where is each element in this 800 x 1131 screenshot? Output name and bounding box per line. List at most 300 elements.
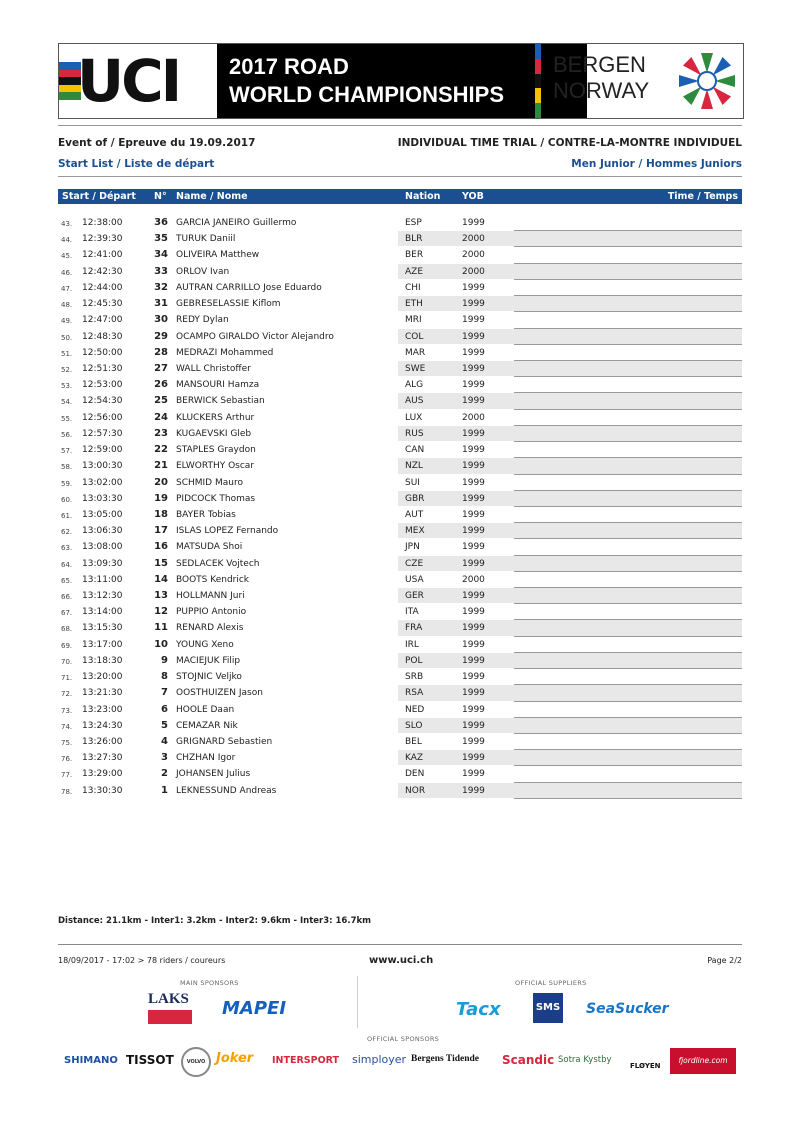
list-title: Start List / Liste de départ <box>58 158 215 170</box>
table-row <box>58 247 742 263</box>
rider-number: 22 <box>154 444 168 456</box>
start-time: 12:45:30 <box>82 299 123 310</box>
rider-name: CHZHAN Igor <box>176 753 236 764</box>
table-row <box>58 361 742 377</box>
rider-number: 16 <box>154 541 168 553</box>
rider-name: AUTRAN CARRILLO Jose Eduardo <box>176 282 322 293</box>
start-time: 12:53:00 <box>82 380 123 391</box>
table-row <box>58 702 742 718</box>
rider-yob: 1999 <box>462 445 485 456</box>
row-index: 58. <box>61 463 73 472</box>
rider-name: CEMAZAR Nik <box>176 720 238 731</box>
rider-name: HOOLE Daan <box>176 704 235 715</box>
rider-yob: 1999 <box>462 753 485 764</box>
print-info: 18/09/2017 - 17:02 > 78 riders / coureurs <box>58 956 226 965</box>
rainbow-stripes-vertical <box>535 44 541 118</box>
table-row <box>58 766 742 782</box>
rider-name: MATSUDA Shoi <box>176 542 243 553</box>
time-entry-cell <box>514 296 742 312</box>
rider-number: 3 <box>161 752 168 764</box>
row-index: 48. <box>61 301 73 310</box>
host-city <box>553 52 649 104</box>
start-time: 12:41:00 <box>82 250 123 261</box>
rider-nation: FRA <box>405 623 423 634</box>
rider-name: ORLOV Ivan <box>176 266 230 277</box>
rider-name: BAYER Tobias <box>176 509 236 520</box>
rider-yob: 2000 <box>462 250 485 261</box>
time-entry-cell <box>514 588 742 604</box>
rider-number: 24 <box>154 411 168 423</box>
main-sponsors-label: MAIN SPONSORS <box>180 979 239 987</box>
country-name: NORWAY <box>553 78 650 103</box>
rider-name: OLIVEIRA Matthew <box>176 250 260 261</box>
table-header <box>58 189 742 204</box>
rider-yob: 2000 <box>462 574 485 585</box>
rider-name: WALL Christoffer <box>176 363 251 374</box>
rider-nation: NZL <box>405 461 423 472</box>
rider-number: 18 <box>154 508 168 520</box>
rider-name: LEKNESSUND Andreas <box>176 785 277 796</box>
rider-yob: 1999 <box>462 493 485 504</box>
bergen-rose-logo-icon <box>675 48 739 114</box>
website-link[interactable]: www.uci.ch <box>369 955 434 966</box>
rider-number: 34 <box>154 249 168 261</box>
time-entry-cell <box>514 393 742 409</box>
rider-number: 29 <box>154 330 168 342</box>
rider-number: 32 <box>154 281 168 293</box>
rider-number: 35 <box>154 233 168 245</box>
rider-nation: BER <box>405 250 424 261</box>
rider-yob: 1999 <box>462 428 485 439</box>
row-index: 43. <box>61 220 73 228</box>
start-time: 13:30:30 <box>82 785 123 796</box>
table-row <box>58 637 742 653</box>
rider-nation: SWE <box>405 363 426 374</box>
row-index: 63. <box>61 544 73 553</box>
rider-name: OCAMPO GIRALDO Victor Alejandro <box>176 331 334 342</box>
rider-yob: 1999 <box>462 785 485 796</box>
sponsor-joker: Joker <box>216 1051 254 1066</box>
start-time: 12:48:30 <box>82 331 123 342</box>
rider-yob: 1999 <box>462 363 485 374</box>
start-time: 12:54:30 <box>82 396 123 407</box>
row-index: 66. <box>61 593 73 602</box>
rider-yob: 2000 <box>462 234 485 245</box>
start-time: 13:12:30 <box>82 591 123 602</box>
table-row <box>58 312 742 328</box>
rider-yob: 1999 <box>462 591 485 602</box>
rider-nation: RUS <box>405 428 424 439</box>
rider-yob: 1999 <box>462 623 485 634</box>
row-index: 69. <box>61 641 73 650</box>
championship-title <box>217 44 587 118</box>
table-row <box>58 491 742 507</box>
footer-divider <box>58 944 742 945</box>
start-time: 13:06:30 <box>82 526 123 537</box>
table-row <box>58 426 742 442</box>
sponsor-floyen: FLØYEN <box>630 1062 661 1070</box>
rider-nation: BEL <box>405 737 422 747</box>
rider-name: GARCIA JANEIRO Guillermo <box>176 218 297 228</box>
row-index: 71. <box>61 674 73 683</box>
rider-name: REDY Dylan <box>176 315 229 326</box>
table-row <box>58 329 742 345</box>
table-row <box>58 604 742 620</box>
city-name: BERGEN <box>553 52 646 77</box>
rider-nation: NOR <box>405 785 426 796</box>
rider-yob: 1999 <box>462 607 485 618</box>
row-index: 74. <box>61 722 73 731</box>
start-time: 13:15:30 <box>82 623 123 634</box>
rider-number: 20 <box>154 476 168 488</box>
row-index: 72. <box>61 690 73 699</box>
header-banner <box>58 43 744 119</box>
sponsor-fjordline: fjordline.com <box>670 1048 736 1074</box>
start-time: 13:11:00 <box>82 574 123 585</box>
rider-name: OOSTHUIZEN Jason <box>176 688 263 699</box>
start-time: 13:05:00 <box>82 509 123 520</box>
row-index: 46. <box>61 268 73 277</box>
rider-nation: MRI <box>405 315 422 326</box>
rider-yob: 1999 <box>462 461 485 472</box>
row-index: 77. <box>61 771 73 780</box>
start-time: 12:47:00 <box>82 315 123 326</box>
rider-yob: 1999 <box>462 396 485 407</box>
time-entry-cell <box>514 718 742 734</box>
page-number: Page 2/2 <box>707 956 742 965</box>
row-index: 59. <box>61 479 73 488</box>
start-time: 13:26:00 <box>82 737 123 747</box>
rider-number: 33 <box>154 265 168 277</box>
row-index: 62. <box>61 528 73 537</box>
rider-name: PIDCOCK Thomas <box>176 493 256 504</box>
rider-nation: DEN <box>405 769 425 780</box>
rider-number: 10 <box>154 638 168 650</box>
rider-nation: GBR <box>405 493 425 504</box>
rider-nation: COL <box>405 331 424 342</box>
row-index: 78. <box>61 787 73 796</box>
rider-nation: ITA <box>405 607 419 618</box>
time-entry-cell <box>514 377 742 393</box>
rider-yob: 1999 <box>462 218 485 228</box>
event-date: Event of / Epreuve du 19.09.2017 <box>58 137 256 149</box>
start-time: 13:20:00 <box>82 672 123 683</box>
rider-name: ISLAS LOPEZ Fernando <box>176 526 279 537</box>
table-row <box>58 734 742 750</box>
table-row <box>58 280 742 296</box>
rider-number: 23 <box>154 427 168 439</box>
table-row <box>58 718 742 734</box>
rider-name: BERWICK Sebastian <box>176 396 265 407</box>
sponsor-tacx: Tacx <box>456 999 501 1020</box>
start-time: 13:21:30 <box>82 688 123 699</box>
rider-yob: 1999 <box>462 672 485 683</box>
rider-nation: CAN <box>405 445 425 456</box>
time-entry-cell <box>514 653 742 669</box>
col-name: Name / Nome <box>176 191 248 202</box>
rider-nation: KAZ <box>405 753 424 764</box>
rider-name: KUGAEVSKI Gleb <box>176 428 252 439</box>
table-row <box>58 475 742 491</box>
table-row <box>58 572 742 588</box>
rider-nation: AUT <box>405 509 424 520</box>
time-entry-cell <box>514 280 742 296</box>
start-list-table <box>58 215 742 799</box>
time-entry-cell <box>514 345 742 361</box>
rider-nation: BLR <box>405 234 423 245</box>
distance-info: Distance: 21.1km - Inter1: 3.2km - Inter2: 9.6km - Inter3: 16.7km <box>58 916 371 926</box>
time-entry-cell <box>514 442 742 458</box>
time-entry-cell <box>514 491 742 507</box>
rider-yob: 2000 <box>462 266 485 277</box>
row-index: 51. <box>61 349 73 358</box>
time-entry-cell <box>514 702 742 718</box>
sponsor-volvo: VOLVO <box>181 1047 211 1077</box>
rider-yob: 1999 <box>462 282 485 293</box>
table-row <box>58 458 742 474</box>
row-index: 73. <box>61 706 73 715</box>
col-yob: YOB <box>462 191 484 202</box>
row-index: 70. <box>61 657 73 666</box>
row-index: 65. <box>61 576 73 585</box>
time-entry-cell <box>514 247 742 263</box>
rider-number: 28 <box>154 346 168 358</box>
rider-nation: AUS <box>405 396 424 407</box>
start-time: 13:02:00 <box>82 477 123 488</box>
sponsor-tissot: TISSOT <box>126 1053 174 1067</box>
start-time: 12:42:30 <box>82 266 123 277</box>
rider-number: 8 <box>161 671 168 683</box>
table-row <box>58 377 742 393</box>
sponsor-mapei: MAPEI <box>222 998 287 1019</box>
start-time: 13:27:30 <box>82 753 123 764</box>
time-entry-cell <box>514 685 742 701</box>
time-entry-cell <box>514 312 742 328</box>
sponsor-sms: SMS <box>533 993 563 1023</box>
rider-nation: RSA <box>405 688 424 699</box>
rider-number: 6 <box>161 703 168 715</box>
start-time: 13:29:00 <box>82 769 123 780</box>
rider-nation: ETH <box>405 299 423 310</box>
rider-nation: ESP <box>405 218 422 228</box>
row-index: 52. <box>61 365 73 374</box>
start-time: 13:17:00 <box>82 639 123 650</box>
row-index: 53. <box>61 382 73 391</box>
table-row <box>58 442 742 458</box>
row-index: 45. <box>61 252 73 261</box>
start-time: 13:14:00 <box>82 607 123 618</box>
col-time: Time / Temps <box>667 191 738 202</box>
table-row <box>58 539 742 555</box>
time-entry-cell <box>514 426 742 442</box>
rider-yob: 1999 <box>462 639 485 650</box>
time-entry-cell <box>514 329 742 345</box>
rider-yob: 1999 <box>462 299 485 310</box>
table-row <box>58 750 742 766</box>
time-entry-cell <box>514 620 742 636</box>
time-entry-cell <box>514 750 742 766</box>
table-row <box>58 345 742 361</box>
rider-yob: 2000 <box>462 412 485 423</box>
rider-yob: 1999 <box>462 720 485 731</box>
rider-nation: CZE <box>405 558 424 569</box>
start-time: 12:50:00 <box>82 347 123 358</box>
divider <box>58 125 742 126</box>
start-time: 12:38:00 <box>82 218 123 228</box>
col-number: N° <box>154 191 167 202</box>
title-line-1: 2017 ROAD <box>229 54 349 79</box>
rider-name: MANSOURI Hamza <box>176 380 260 391</box>
rider-name: GEBRESELASSIE Kiflom <box>176 299 281 310</box>
row-index: 54. <box>61 398 73 407</box>
rider-name: RENARD Alexis <box>176 623 244 634</box>
time-entry-cell <box>514 458 742 474</box>
time-entry-cell <box>514 361 742 377</box>
time-entry-cell <box>514 264 742 280</box>
rider-nation: SLO <box>405 720 423 731</box>
row-index: 56. <box>61 430 73 439</box>
sponsor-seasucker: SeaSucker <box>586 1001 669 1017</box>
table-row <box>58 410 742 426</box>
rider-name: SCHMID Mauro <box>176 477 243 488</box>
time-entry-cell <box>514 410 742 426</box>
table-row <box>58 556 742 572</box>
time-entry-cell <box>514 637 742 653</box>
rider-number: 13 <box>154 590 168 602</box>
rider-yob: 1999 <box>462 737 485 747</box>
rider-yob: 1999 <box>462 315 485 326</box>
table-row <box>58 215 742 231</box>
rider-number: 27 <box>154 362 168 374</box>
rider-name: TURUK Daniil <box>176 234 236 245</box>
start-time: 13:03:30 <box>82 493 123 504</box>
rider-name: STOJNIC Veljko <box>176 672 242 683</box>
start-time: 12:57:30 <box>82 428 123 439</box>
rider-nation: JPN <box>405 542 420 553</box>
table-row <box>58 620 742 636</box>
start-time: 12:59:00 <box>82 445 123 456</box>
row-index: 67. <box>61 609 73 618</box>
laks-flag-icon <box>148 1010 192 1024</box>
time-entry-cell <box>514 783 742 799</box>
rider-nation: USA <box>405 574 424 585</box>
time-entry-cell <box>514 556 742 572</box>
row-index: 76. <box>61 755 73 764</box>
time-entry-cell <box>514 766 742 782</box>
table-row <box>58 393 742 409</box>
time-entry-cell <box>514 507 742 523</box>
rider-name: STAPLES Graydon <box>176 445 256 456</box>
time-entry-cell <box>514 734 742 750</box>
row-index: 61. <box>61 511 73 520</box>
rider-name: PUPPIO Antonio <box>176 607 247 618</box>
rider-nation: IRL <box>405 639 419 650</box>
title-line-2: WORLD CHAMPIONSHIPS <box>229 82 504 107</box>
rider-name: JOHANSEN Julius <box>176 769 251 780</box>
rider-nation: LUX <box>405 412 423 423</box>
row-index: 75. <box>61 739 73 747</box>
rider-number: 30 <box>154 314 168 326</box>
rider-nation: ALG <box>405 380 424 391</box>
rider-yob: 1999 <box>462 558 485 569</box>
table-row <box>58 264 742 280</box>
start-time: 12:44:00 <box>82 282 123 293</box>
time-entry-cell <box>514 215 742 231</box>
rider-nation: GER <box>405 591 424 602</box>
rider-yob: 1999 <box>462 526 485 537</box>
time-entry-cell <box>514 572 742 588</box>
rider-yob: 1999 <box>462 347 485 358</box>
rider-nation: SUI <box>405 477 420 488</box>
rider-number: 25 <box>154 395 168 407</box>
rider-number: 9 <box>161 654 168 666</box>
table-row <box>58 685 742 701</box>
rider-nation: NED <box>405 704 425 715</box>
rider-name: YOUNG Xeno <box>176 639 234 650</box>
row-index: 60. <box>61 495 73 504</box>
rider-number: 14 <box>154 573 168 585</box>
rider-name: KLUCKERS Arthur <box>176 412 255 423</box>
rider-nation: SRB <box>405 672 424 683</box>
sponsor-scandic: Scandic <box>502 1053 555 1067</box>
start-time: 13:08:00 <box>82 542 123 553</box>
start-time: 13:18:30 <box>82 655 123 666</box>
rider-yob: 1999 <box>462 477 485 488</box>
col-nation: Nation <box>405 191 441 202</box>
start-time: 13:24:30 <box>82 720 123 731</box>
sponsor-shimano: SHIMANO <box>64 1055 118 1066</box>
rider-yob: 1999 <box>462 542 485 553</box>
rider-number: 15 <box>154 557 168 569</box>
rider-nation: CHI <box>405 282 421 293</box>
category: Men Junior / Hommes Juniors <box>571 158 742 170</box>
row-index: 49. <box>61 317 73 326</box>
time-entry-cell <box>514 669 742 685</box>
table-row <box>58 588 742 604</box>
time-entry-cell <box>514 475 742 491</box>
start-time: 13:23:00 <box>82 704 123 715</box>
rider-nation: MAR <box>405 347 426 358</box>
rider-number: 36 <box>154 217 168 228</box>
rider-number: 2 <box>161 768 168 780</box>
row-index: 68. <box>61 625 73 634</box>
rider-yob: 1999 <box>462 380 485 391</box>
sponsor-simployer: simployer <box>352 1053 407 1066</box>
rider-yob: 1999 <box>462 655 485 666</box>
sponsor-laks: LAKS <box>148 991 189 1007</box>
sponsor-separator <box>357 976 358 1028</box>
rider-number: 21 <box>154 460 168 472</box>
rider-yob: 1999 <box>462 688 485 699</box>
rider-name: SEDLACEK Vojtech <box>176 558 260 569</box>
rider-number: 31 <box>154 298 168 310</box>
rider-yob: 1999 <box>462 331 485 342</box>
rider-number: 1 <box>161 784 168 796</box>
official-suppliers-label: OFFICIAL SUPPLIERS <box>515 979 587 987</box>
rider-number: 19 <box>154 492 168 504</box>
rider-number: 7 <box>161 687 168 699</box>
rider-number: 12 <box>154 606 168 618</box>
event-title: INDIVIDUAL TIME TRIAL / CONTRE-LA-MONTRE INDIVIDUEL <box>397 137 742 149</box>
start-time: 13:09:30 <box>82 558 123 569</box>
rider-nation: POL <box>405 655 423 666</box>
table-row <box>58 507 742 523</box>
rider-name: HOLLMANN Juri <box>176 591 245 602</box>
rider-name: BOOTS Kendrick <box>176 574 250 585</box>
rider-number: 26 <box>154 379 168 391</box>
rider-yob: 1999 <box>462 769 485 780</box>
official-sponsors-label: OFFICIAL SPONSORS <box>367 1035 440 1043</box>
